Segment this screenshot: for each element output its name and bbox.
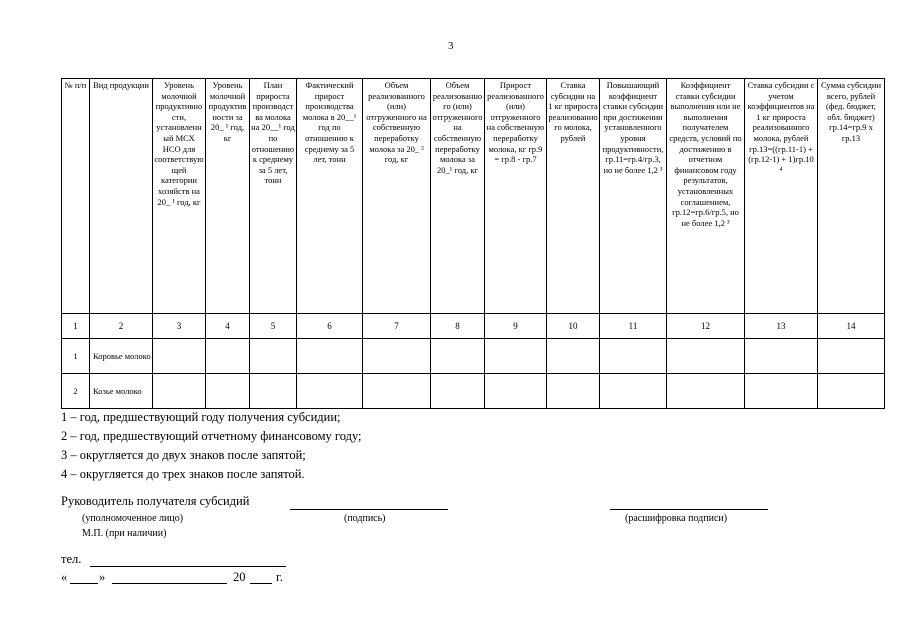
product-name: Козье молоко [90, 374, 153, 409]
product-name: Коровье молоко [90, 339, 153, 374]
empty-cell[interactable] [153, 374, 206, 409]
header-cell: Фактический прирост производства молока в 20__¹ год по отношению к среднему за 5 лет, тонн [297, 79, 363, 314]
empty-cell[interactable] [206, 339, 250, 374]
column-number: 9 [485, 314, 547, 339]
date-open-quote: « [61, 570, 68, 584]
authorized-caption: (уполномоченное лицо) [82, 513, 184, 524]
column-number: 7 [363, 314, 431, 339]
column-number: 5 [250, 314, 297, 339]
column-number: 12 [667, 314, 745, 339]
page-number: 3 [448, 40, 454, 52]
empty-cell[interactable] [600, 374, 667, 409]
header-cell: Уровень молочной продуктивности за 20_ ¹ год, кг [206, 79, 250, 314]
empty-cell[interactable] [297, 339, 363, 374]
date-year-prefix: 20 [233, 570, 246, 584]
empty-cell[interactable] [818, 339, 885, 374]
footnote: 1 – год, предшествующий году получения субсидии; [61, 410, 341, 424]
footnote: 2 – год, предшествующий отчетному финансовому году; [61, 429, 362, 443]
empty-cell[interactable] [547, 339, 600, 374]
phone-label: тел. [61, 552, 82, 566]
empty-cell[interactable] [250, 374, 297, 409]
head-label: Руководитель получателя субсидий [61, 494, 250, 508]
header-cell: Ставка субсидии на 1 кг прироста реализованного молока, рублей [547, 79, 600, 314]
date-year-line[interactable] [250, 583, 272, 584]
header-cell: Уровень молочной продуктивности, установленный МСХ НСО для соответствующей категории хозяйств на 20_ ¹ год, кг [153, 79, 206, 314]
empty-cell[interactable] [485, 374, 547, 409]
column-number: 2 [90, 314, 153, 339]
empty-cell[interactable] [818, 374, 885, 409]
empty-cell[interactable] [431, 374, 485, 409]
subsidy-calculation-table [61, 78, 885, 409]
header-cell: Повышающий коэффициент ставки субсидии при достижении установленного уровня продуктивности, гр.11=гр.4/гр.3, но не более 1,2 ³ [600, 79, 667, 314]
column-number: 8 [431, 314, 485, 339]
date-suffix: г. [276, 570, 283, 584]
column-number-row [62, 314, 885, 339]
header-cell: Коэффициент ставки субсидии выполнения или не выполнения получателем средств, условий по достижению в отчетном финансовом году результатов, установленных соглашением, гр.12=гр.6/гр.5, но не более 1,2 ³ [667, 79, 745, 314]
header-cell: Объем реализованного (или) отгруженного на собственную переработку молока за 20_¹ год, кг [431, 79, 485, 314]
empty-cell[interactable] [600, 339, 667, 374]
footnote: 3 – округляется до двух знаков после запятой; [61, 448, 306, 462]
decryption-caption: (расшифровка подписи) [625, 513, 728, 524]
empty-cell[interactable] [363, 374, 431, 409]
empty-cell[interactable] [206, 374, 250, 409]
column-number: 1 [62, 314, 90, 339]
row-number: 2 [62, 374, 90, 409]
signature-caption: (подпись) [344, 513, 386, 524]
signature-line[interactable] [290, 509, 448, 510]
empty-cell[interactable] [250, 339, 297, 374]
empty-cell[interactable] [431, 339, 485, 374]
column-number: 14 [818, 314, 885, 339]
stamp-label: М.П. (при наличии) [82, 528, 167, 539]
column-number: 10 [547, 314, 600, 339]
empty-cell[interactable] [363, 339, 431, 374]
empty-cell[interactable] [667, 374, 745, 409]
date-day-line[interactable] [70, 583, 98, 584]
header-row [62, 79, 885, 314]
empty-cell[interactable] [153, 339, 206, 374]
column-number: 4 [206, 314, 250, 339]
empty-cell[interactable] [297, 374, 363, 409]
header-cell: Сумма субсидии всего, рублей (фед. бюджет, обл. бюджет) гр.14=гр.9 х гр.13 [818, 79, 885, 314]
date-close-quote: » [99, 570, 106, 584]
header-cell: Ставка субсидии с учетом коэффициентов на 1 кг прироста реализованного молока, рублей гр.13=((гр.11-1) + (гр.12-1) + 1)гр.10 ⁴ [745, 79, 818, 314]
empty-cell[interactable] [745, 339, 818, 374]
table-row-cow-milk [62, 339, 885, 374]
empty-cell[interactable] [667, 339, 745, 374]
header-cell: № п/п [62, 79, 90, 314]
table-row-goat-milk [62, 374, 885, 409]
header-cell: План прироста производства молока на 20__¹ год по отношению к среднему за 5 лет, тонн [250, 79, 297, 314]
empty-cell[interactable] [547, 374, 600, 409]
footnotes [61, 408, 362, 484]
decryption-line[interactable] [610, 509, 768, 510]
footnote: 4 – округляется до трех знаков после запятой. [61, 467, 305, 481]
column-number: 13 [745, 314, 818, 339]
column-number: 6 [297, 314, 363, 339]
empty-cell[interactable] [485, 339, 547, 374]
header-cell: Прирост реализованного (или) отгруженного на собственную переработку молока, кг гр.9 = гр.8 - гр.7 [485, 79, 547, 314]
header-cell: Вид продукции [90, 79, 153, 314]
header-cell: Объем реализованного (или) отгруженного на собственную переработку молока за 20_ ² год, кг [363, 79, 431, 314]
date-month-line[interactable] [112, 583, 227, 584]
empty-cell[interactable] [745, 374, 818, 409]
column-number: 3 [153, 314, 206, 339]
row-number: 1 [62, 339, 90, 374]
phone-line[interactable] [90, 566, 286, 567]
column-number: 11 [600, 314, 667, 339]
